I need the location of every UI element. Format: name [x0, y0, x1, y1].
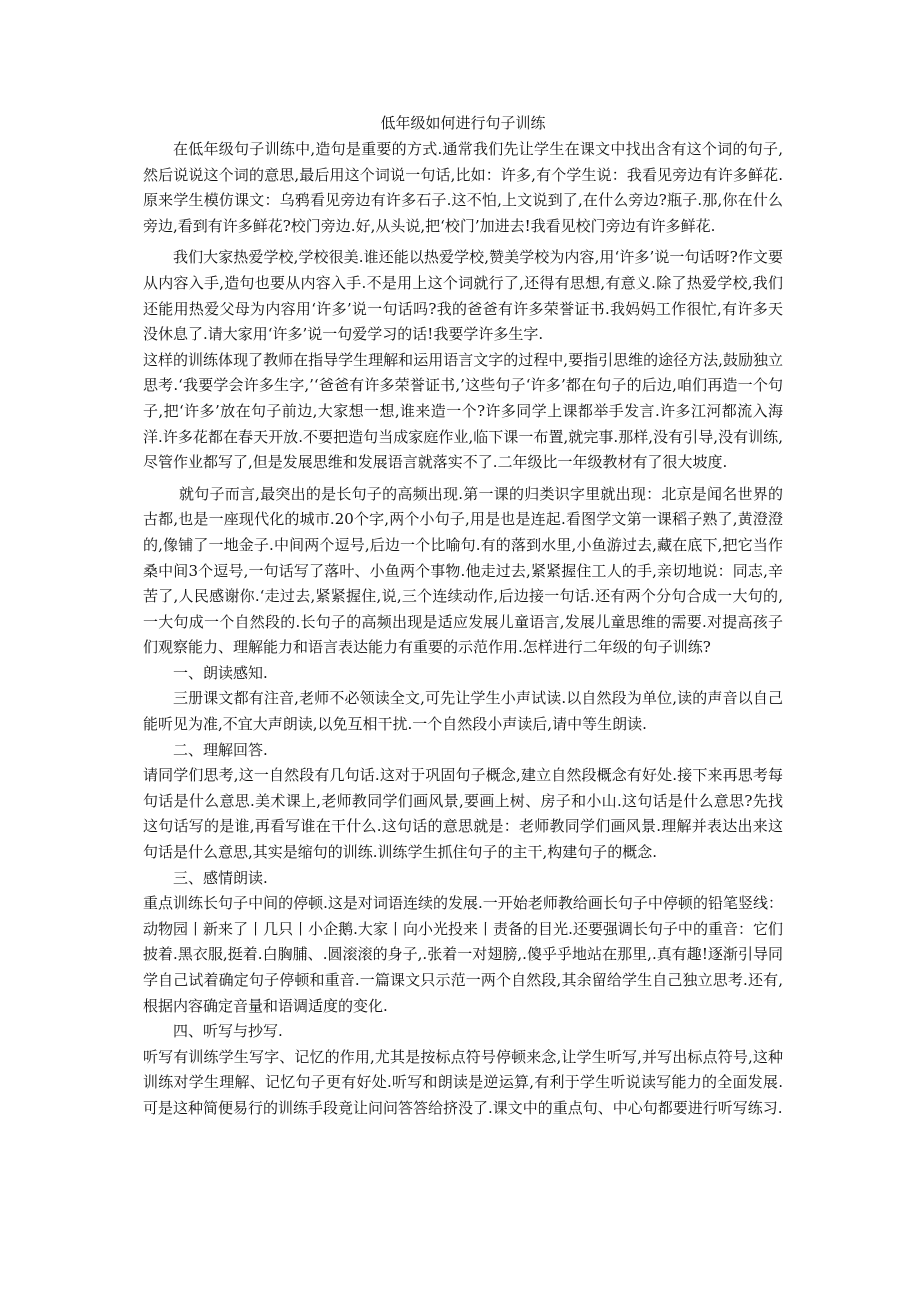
paragraph-2: 我们大家热爱学校,学校很美.谁还能以热爱学校,赞美学校为内容,用‘许多’说一句话呀?作文要从内容入手,造句也要从内容入手.不是用上这个词就行了,还得有思想,有意义.除了热爱学校,我们还能用热爱父母为内容用‘许多’说一句话吗?我的爸爸有许多荣誉证书.我妈妈工作很忙,有许多天没休息了.请大家用‘许多’说一句爱学习的话!我要学许多生字. [143, 248, 783, 344]
paragraph-4: 就句子而言,最突出的是长句子的高频出现.第一课的归类识字里就出现：北京是闻名世界的古都,也是一座现代化的城市.20个字,两个小句子,用是也是连起.看图学文第一课稻子熟了,黄澄澄的,像铺了一地金子.中间两个逗号,后边一个比喻句.有的落到水里,小鱼游过去,藏在底下,把它当作桑中间3个逗号,一句话写了落叶、小鱼两个事物.他走过去,紧紧握住工人的手,亲切地说：同志,辛苦了,人民感谢你.‘走过去,紧紧握住,说,三个连续动作,后边接一句话.还有两个分句合成一大句的,一大句成一个自然段的.长句子的高频出现是适应发展儿童语言,发展儿童思维的需要.对提高孩子们观察能力、理解能力和语言表达能力有重要的示范作用.怎样进行二年级的句子训练? [143, 484, 783, 657]
paragraph-6: 请同学们思考,这一自然段有几句话.这对于巩固句子概念,建立自然段概念有好处.接下来再思考每句话是什么意思.美术课上,老师教同学们画风景,要画上树、房子和小山.这句话是什么意思?先找这句话写的是谁,再看写谁在干什么.这句话的意思就是：老师教同学们画风景.理解并表达出来这句话是什么意思,其实是缩句的训练.训练学生抓住句子的主干,构建句子的概念. [143, 766, 783, 862]
document-page [143, 110, 783, 1122]
section-heading-1: 一、朗读感知. [173, 663, 268, 682]
paragraph-7: 重点训练长句子中间的停顿.这是对词语连续的发展.一开始老师教给画长句子中停顿的铅笔竖线：动物园丨新来了丨几只丨小企鹅.大家丨向小光投来丨责备的目光.还要强调长句子中的重音：它们披着.黑衣服,挺着.白胸脯、.圆滚滚的身子,.张着一对翅膀,.傻乎乎地站在那里,.真有趣!逐渐引导同学自己试着确定句子停顿和重音.一篇课文只示范一两个自然段,其余留给学生自己独立思考.还有,根据内容确定音量和语调适度的变化. [143, 894, 783, 1015]
paragraph-1: 在低年级句子训练中,造句是重要的方式.通常我们先让学生在课文中找出含有这个词的句子,然后说说这个词的意思,最后用这个词说一句话,比如：许多,有个学生说：我看见旁边有许多鲜花.原来学生模仿课文：乌鸦看见旁边有许多石子.这不怕,上文说到了,在什么旁边?瓶子.那,你在什么旁边,看到有许多鲜花?校门旁边.好,从头说,把‘校门’加进去!我看见校门旁边有许多鲜花. [143, 140, 783, 235]
section-heading-2: 二、理解回答. [173, 740, 268, 759]
section-heading-3: 三、感情朗读. [173, 868, 268, 887]
paragraph-5: 三册课文都有注音,老师不必领读全文,可先让学生小声试读.以自然段为单位,读的声音以自己能听见为准,不宜大声朗读,以免互相干扰.一个自然段小声读后,请中等生朗读. [143, 689, 783, 734]
document-title: 低年级如何进行句子训练 [380, 114, 546, 132]
section-heading-4: 四、听写与抄写. [173, 1022, 283, 1041]
paragraph-3: 这样的训练体现了教师在指导学生理解和运用语言文字的过程中,要指引思维的途径方法,鼓励独立思考.‘我要学会许多生字,’‘爸爸有许多荣誉证书,’这些句子‘许多’都在句子的后边,咱们再造一个句子,把‘许多’放在句子前边,大家想一想,谁来造一个?许多同学上课都举手发言.许多江河都流入海洋.许多花都在春天开放.不要把造句当成家庭作业,临下课一布置,就完事.那样,没有引导,没有训练,尽管作业都写了,但是发展思维和发展语言就落实不了.二年级比一年级教材有了很大坡度. [143, 350, 783, 472]
paragraph-8: 听写有训练学生写字、记忆的作用,尤其是按标点符号停顿来念,让学生听写,并写出标点符号,这种训练对学生理解、记忆句子更有好处.听写和朗读是逆运算,有利于学生听说读写能力的全面发展.可是这种简便易行的训练手段竟让问问答答给挤没了.课文中的重点句、中心句都要进行听写练习. [143, 1047, 783, 1117]
